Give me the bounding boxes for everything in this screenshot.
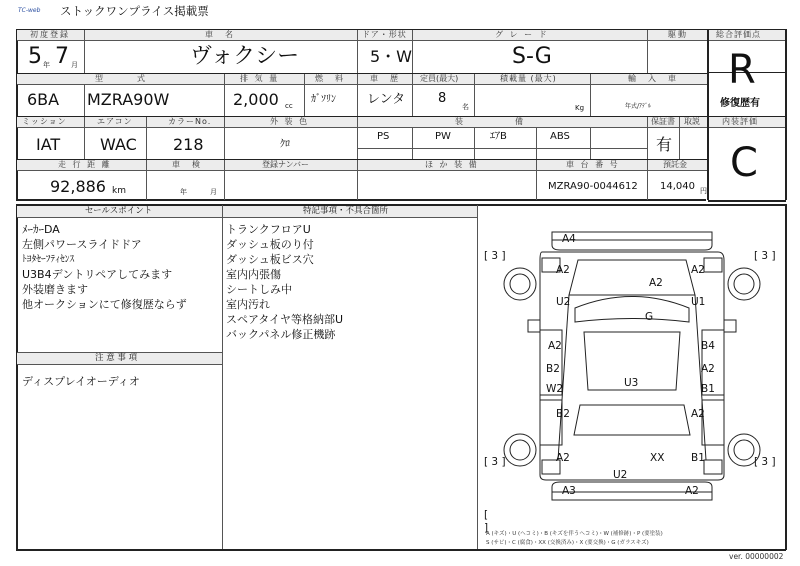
- aircon-value: WAC: [100, 135, 137, 154]
- interior-score-value: C: [730, 140, 758, 186]
- first-reg-month: 7: [55, 44, 69, 69]
- capacity-label: 定員(最大): [420, 74, 459, 83]
- list-item: ディスプレイオーディオ: [22, 375, 140, 388]
- warranty-value: 有: [656, 135, 673, 154]
- company-logo: TC-web: [18, 7, 41, 14]
- damage-u1: U1: [691, 296, 706, 308]
- payload-label: 積載量 (最大): [500, 74, 557, 83]
- year-unit: 年: [43, 61, 50, 69]
- exterior-color-value: ｸﾛ: [280, 139, 290, 150]
- warranty-label: 保証書: [651, 117, 675, 126]
- mileage-label: 走 行 距 離: [58, 160, 112, 169]
- bracket-close: ]: [484, 522, 489, 534]
- kg-unit: Kg: [575, 104, 585, 112]
- chassis-no-value: MZRA90-0044612: [548, 181, 638, 192]
- yen-unit: 円: [700, 187, 707, 195]
- fuel-label: 燃 料: [315, 74, 345, 83]
- grade-value: S-G: [512, 44, 552, 69]
- displacement-label: 排 気 量: [240, 74, 280, 83]
- km-unit: km: [112, 186, 126, 196]
- bracket-front-right: [ 3 ]: [754, 250, 776, 262]
- inspection-label: 車 検: [172, 160, 202, 169]
- car-name-value: ヴォクシー: [190, 44, 300, 69]
- equip-abs: ABS: [550, 131, 570, 142]
- inspection-year-unit: 年: [180, 188, 187, 196]
- car-name-label: 車 名: [205, 30, 235, 39]
- notes-list: [226, 221, 343, 341]
- color-no-label: カラーNo.: [168, 117, 212, 126]
- history-value: レンタ: [367, 92, 406, 107]
- damage-a4: A4: [562, 233, 576, 245]
- cc-unit: cc: [285, 102, 293, 110]
- displacement-value: 2,000: [233, 90, 279, 109]
- bracket-front-left: [ 3 ]: [484, 250, 506, 262]
- door-shape-label: ドア・形状: [362, 30, 407, 39]
- damage-hood-a2: A2: [649, 277, 663, 289]
- list-item: ﾄﾖﾀｾｰﾌﾃｨｾﾝｽ: [22, 254, 75, 265]
- price-value: 14,040: [660, 181, 695, 192]
- capacity-value: 8: [438, 91, 447, 106]
- bracket-open: [: [484, 509, 489, 521]
- history-label: 車 歴: [370, 74, 400, 83]
- damage-xx: XX: [650, 452, 665, 464]
- model-value: MZRA90W: [87, 90, 170, 109]
- damage-left-b2: B2: [546, 363, 560, 375]
- list-item: 他オークションにて修復歴ならず: [22, 298, 187, 311]
- damage-right-a2: A2: [691, 264, 705, 276]
- car-damage-diagram: [480, 210, 784, 525]
- damage-rear-right-a2: A2: [691, 408, 705, 420]
- sales-points-list: [22, 221, 187, 311]
- overall-score-label: 総合評価点: [716, 30, 761, 39]
- list-item: シートしみ中: [226, 283, 292, 296]
- damage-w2: W2: [546, 383, 564, 395]
- list-item: 室内汚れ: [226, 298, 270, 311]
- version-label: ver. 00000002: [729, 552, 784, 561]
- list-item: スペアタイヤ等格納部U: [226, 313, 344, 326]
- damage-rear-bumper-a2: A2: [685, 485, 699, 497]
- mission-value: IAT: [36, 135, 61, 154]
- damage-b1: B1: [701, 383, 715, 395]
- interior-score-label: 内装評価: [722, 117, 758, 126]
- damage-u2: U2: [556, 296, 571, 308]
- month-unit: 月: [71, 61, 78, 69]
- equip-airbag: ｴｱB: [490, 131, 507, 142]
- model-prefix: 6BA: [27, 90, 60, 109]
- legend-line-2: S (サビ)・C (腐食)・XX (交換済み)・X (要交換)・G (ガラスキズ): [486, 540, 649, 546]
- damage-left-a2: A2: [556, 264, 570, 276]
- bracket-rear-right: [ 3 ]: [754, 456, 776, 468]
- aircon-label: エアコン: [97, 117, 133, 126]
- equip-pw: PW: [435, 131, 451, 142]
- mission-label: ミッション: [22, 117, 67, 126]
- manual-label: 取説: [684, 117, 700, 126]
- damage-rear-b1: B1: [691, 452, 705, 464]
- inspection-month-unit: 月: [210, 188, 217, 196]
- notes-header: 特記事項・不具合箇所: [303, 206, 389, 216]
- bracket-rear-left: [ 3 ]: [484, 456, 506, 468]
- list-item: ダッシュ板ビス穴: [226, 253, 314, 266]
- list-item: バックパネル修正機跡: [226, 328, 336, 341]
- fuel-value: ｶﾞｿﾘﾝ: [311, 94, 336, 105]
- import-label: 輸 入 車: [628, 74, 678, 83]
- overall-score-sub: 修復歴有: [720, 98, 760, 109]
- damage-rear-left-a2: A2: [556, 452, 570, 464]
- list-item: 外装磨きます: [22, 283, 88, 296]
- model-label: 型 式: [95, 74, 151, 83]
- chassis-no-label: 車 台 番 号: [566, 160, 620, 169]
- overall-score-value: R: [728, 47, 756, 93]
- drive-label: 駆動: [668, 30, 688, 39]
- list-item: U3B4デントリペアしてみます: [22, 268, 173, 281]
- cautions-list: [22, 373, 140, 389]
- legend-line-1: A (キズ)・U (ヘコミ)・B (キズを伴うヘコミ)・W (補修跡)・P (要塗装): [486, 531, 663, 537]
- equipment-label: 装 備: [455, 117, 525, 126]
- list-item: 左側パワースライドドア: [22, 238, 142, 251]
- damage-b4: B4: [701, 340, 715, 352]
- persons-unit: 名: [462, 103, 469, 111]
- model-year-unit: 年式/ｱﾃﾞﾙ: [625, 103, 652, 110]
- damage-glass-g: G: [645, 311, 654, 323]
- damage-u3: U3: [624, 377, 639, 389]
- damage-u2-rear: U2: [613, 469, 628, 481]
- mileage-value: 92,886: [50, 177, 106, 196]
- damage-rear-left-b2: B2: [556, 408, 570, 420]
- first-reg-year: 5: [28, 44, 42, 69]
- list-item: 室内内張傷: [226, 268, 281, 281]
- page-title: ストックワンプライス掲載票: [60, 4, 209, 18]
- other-equipment-label: ほ か 装 備: [425, 160, 479, 169]
- damage-a3: A3: [562, 485, 576, 497]
- list-item: トランクフロアU: [226, 223, 311, 236]
- list-item: ﾒｰｶｰDA: [22, 223, 60, 236]
- grade-label: グ レ ー ド: [495, 30, 549, 39]
- price-label: 預託金: [663, 160, 687, 169]
- equip-ps: PS: [377, 131, 390, 142]
- damage-right-a2b: A2: [701, 363, 715, 375]
- cautions-header: 注 意 事 項: [95, 353, 138, 363]
- color-no-value: 218: [173, 135, 204, 154]
- exterior-color-label: 外 装 色: [270, 117, 310, 126]
- door-shape-value: 5・W: [370, 47, 413, 66]
- damage-left-door-a2: A2: [548, 340, 562, 352]
- plate-label: 登録ナンバー: [262, 160, 310, 169]
- first-reg-label: 初度登録: [30, 30, 70, 39]
- sales-points-header: セールスポイント: [85, 206, 153, 216]
- list-item: ダッシュ板のり付: [226, 238, 314, 251]
